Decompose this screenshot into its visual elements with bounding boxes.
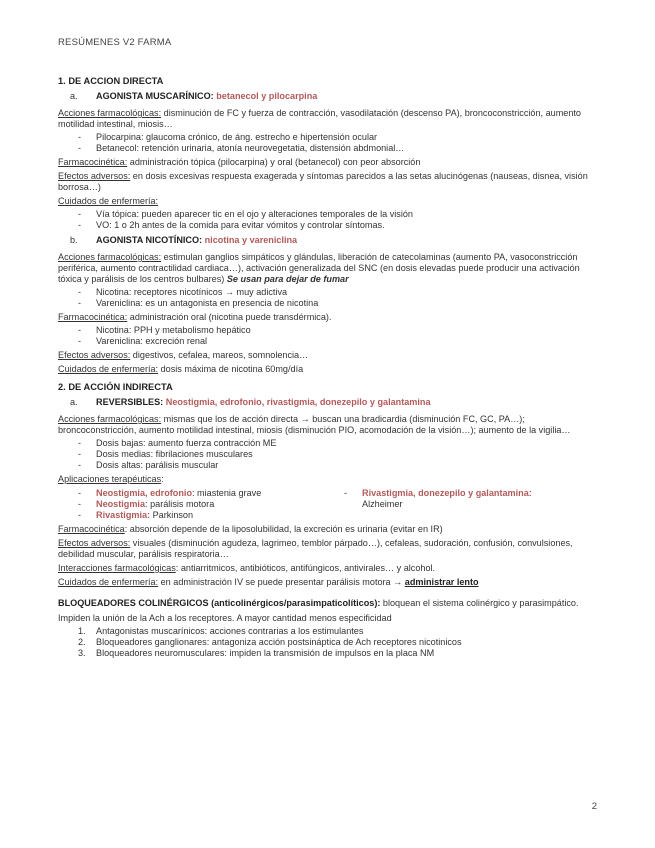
cuidados-paragraph: Cuidados de enfermería: dosis máxima de nicotina 60mg/día	[58, 364, 304, 374]
acciones-list	[58, 132, 598, 154]
acciones-list	[58, 287, 598, 309]
acciones-label: Acciones farmacológicas:	[58, 252, 162, 262]
list-item: - Vareniclina: excreción renal	[78, 336, 208, 346]
cuidados-label: Cuidados de enfermería:	[58, 196, 159, 206]
farmacocinetica-paragraph: Farmacocinética: administración oral (nicotina puede transdérmica).	[58, 312, 332, 322]
interacciones-paragraph: Interacciones farmacológicas: antiarritmicos, antibióticos, antifúngicos, antivirales… y alcohol.	[58, 563, 436, 573]
farmacocinetica-paragraph: Farmacocinética: administración tópica (pilocarpina) y oral (betanecol) con peor absorción	[58, 157, 421, 167]
efectos-adversos-label: Efectos adversos:	[58, 171, 131, 181]
subsection-letter: a.	[70, 397, 78, 407]
aplicaciones-list-right	[344, 488, 598, 521]
farmacocinetica-label: Farmacocinética:	[58, 312, 128, 322]
subsection-label: REVERSIBLES:	[96, 397, 164, 407]
farmacocinetica-paragraph: Farmacocinética: absorción depende de la liposolubilidad, la excreción es urinaria (evitar en IR)	[58, 524, 443, 534]
acciones-list	[58, 438, 598, 471]
list-item: - VO: 1 o 2h antes de la comida para evitar vómitos y controlar síntomas.	[78, 220, 385, 230]
cuidados-label: Cuidados de enfermería:	[58, 364, 159, 374]
farmacocinetica-label: Farmacocinética:	[58, 157, 128, 167]
list-item: - Neostigmia: parálisis motora	[78, 499, 215, 509]
efectos-adversos-label: Efectos adversos:	[58, 538, 131, 548]
document-body	[58, 76, 598, 660]
subsection-label: AGONISTA MUSCARÍNICO:	[96, 91, 214, 101]
arrow-icon: →	[393, 577, 403, 587]
aplicaciones-columns	[58, 487, 598, 524]
list-item: - Vareniclina: es un antagonista en presencia de nicotina	[78, 298, 319, 308]
list-item: 3. Bloqueadores neuromusculares: impiden la transmisión de impulsos en la placa NM	[78, 648, 435, 658]
acciones-label: Acciones farmacológicas:	[58, 414, 162, 424]
section-title-accion-indirecta: 2. DE ACCIÓN INDIRECTA	[58, 382, 173, 392]
cuidados-list	[58, 209, 598, 231]
acciones-text: disminución de FC y fuerza de contracción, vasodilatación (descenso PA), broncoconstricción, aumento motilidad intestinal, miosis…	[58, 108, 581, 129]
list-item: - Vía tópica: pueden aparecer tic en el ojo y alteraciones temporales de la visión	[78, 209, 413, 219]
acciones-label: Acciones farmacológicas:	[58, 108, 162, 118]
acciones-paragraph: Acciones farmacológicas: estimulan ganglios simpáticos y glándulas, liberación de catecolaminas (aumento PA, vasoconstricción periférica, aumento contractilidad cardiaca…), activación generalizada del SNC (en dosis elevadas puede producir una activación tóxica y parálisis de los centros bulbares) Se usan para dejar de fumar	[58, 252, 580, 284]
farmacocinetica-label: Farmacocinética	[58, 524, 125, 534]
arrow-icon: →	[224, 287, 234, 297]
list-item: - Rivastigmia: Parkinson	[78, 510, 194, 520]
bloqueadores-intro: Impiden la unión de la Ach a los receptores. A mayor cantidad menos especificidad	[58, 613, 392, 623]
subsection-agonista-nicotinico	[58, 235, 598, 246]
list-item: - Rivastigmia, donezepilo y galantamina: Alzheimer	[344, 488, 532, 509]
emphasis-text: Se usan para dejar de fumar	[226, 274, 349, 284]
subsection-letter: a.	[70, 91, 78, 101]
list-item: - Dosis bajas: aumento fuerza contracción ME	[78, 438, 277, 448]
list-item: - Nicotina: PPH y metabolismo hepático	[78, 325, 251, 335]
list-item: - Neostigmia, edrofonio: miastenia grave	[78, 488, 262, 498]
list-item: 1. Antagonistas muscarínicos: acciones contrarias a los estimulantes	[78, 626, 364, 636]
aplicaciones-label: Aplicaciones terapéuticas	[58, 474, 162, 484]
emphasis-text: administrar lento	[404, 577, 479, 587]
efectos-adversos-label: Efectos adversos:	[58, 350, 131, 360]
interacciones-label: Interacciones farmacológicas	[58, 563, 176, 573]
list-item: - Dosis altas: parálisis muscular	[78, 460, 219, 470]
aplicaciones-list-left	[58, 488, 344, 521]
bloqueadores-paragraph: BLOQUEADORES COLINÉRGICOS (anticolinérgicos/parasimpaticolíticos): bloquean el sistema colinérgico y parasimpático.	[58, 598, 579, 608]
cuidados-paragraph: Cuidados de enfermería: en administración IV se puede presentar parálisis motora → administrar lento	[58, 577, 479, 587]
page-number: 2	[591, 801, 597, 812]
efectos-adversos-paragraph: Efectos adversos: en dosis excesivas respuesta exagerada y síntomas parecidos a las setas alucinógenas (nauseas, disnea, visión borrosa…)	[58, 171, 588, 192]
cuidados-label: Cuidados de enfermería:	[58, 577, 159, 587]
list-item: - Dosis medias: fibrilaciones musculares	[78, 449, 253, 459]
drug-names: Neostigmia, edrofonio, rivastigmia, donezepilo y galantamina	[163, 397, 431, 407]
drug-names: nicotina y vareniclina	[202, 235, 298, 245]
list-item: - Betanecol: retención urinaria, atonía neurovegetatia, distensión abdmonial…	[78, 143, 405, 153]
document-header: RESÚMENES V2 FARMA	[58, 37, 172, 48]
list-item: 2. Bloqueadores ganglionares: antagoniza acción postsináptica de Ach receptores nicotinicos	[78, 637, 462, 647]
arrow-icon: →	[300, 414, 310, 424]
efectos-adversos-paragraph: Efectos adversos: visuales (disminución agudeza, lagrimeo, temblor párpado…), cefaleas, sudoración, confusión, convulsiones, debilidad muscular, parálisis respiratoria…	[58, 538, 573, 559]
section-title-bloqueadores: BLOQUEADORES COLINÉRGICOS (anticolinérgicos/parasimpaticolíticos):	[58, 598, 381, 608]
list-item: - Nicotina: receptores nicotínicos → muy adictiva	[78, 287, 288, 297]
efectos-adversos-paragraph: Efectos adversos: digestivos, cefalea, mareos, somnolencia…	[58, 350, 309, 360]
subsection-agonista-muscarinico	[58, 91, 598, 102]
bloqueadores-list	[58, 626, 598, 659]
list-item: - Pilocarpina: glaucoma crónico, de áng. estrecho e hipertensión ocular	[78, 132, 378, 142]
acciones-paragraph	[58, 108, 598, 130]
section-title-accion-directa: 1. DE ACCION DIRECTA	[58, 76, 164, 86]
subsection-reversibles	[58, 397, 598, 408]
aplicaciones-paragraph: Aplicaciones terapéuticas:	[58, 474, 164, 484]
subsection-letter: b.	[70, 235, 78, 245]
acciones-paragraph: Acciones farmacológicas: mismas que los de acción directa → buscan una bradicardia (disminución FC, GC, PA…); broncoconstricción, aumento motilidad intestinal, miosis (disminución PIO, acomodación de la visión…); aumento de la vigilia…	[58, 414, 571, 435]
farmacocinetica-list	[58, 325, 598, 347]
drug-names: betanecol y pilocarpina	[216, 91, 318, 101]
cuidados-paragraph	[58, 196, 598, 207]
subsection-label: AGONISTA NICOTÍNICO:	[96, 235, 203, 245]
